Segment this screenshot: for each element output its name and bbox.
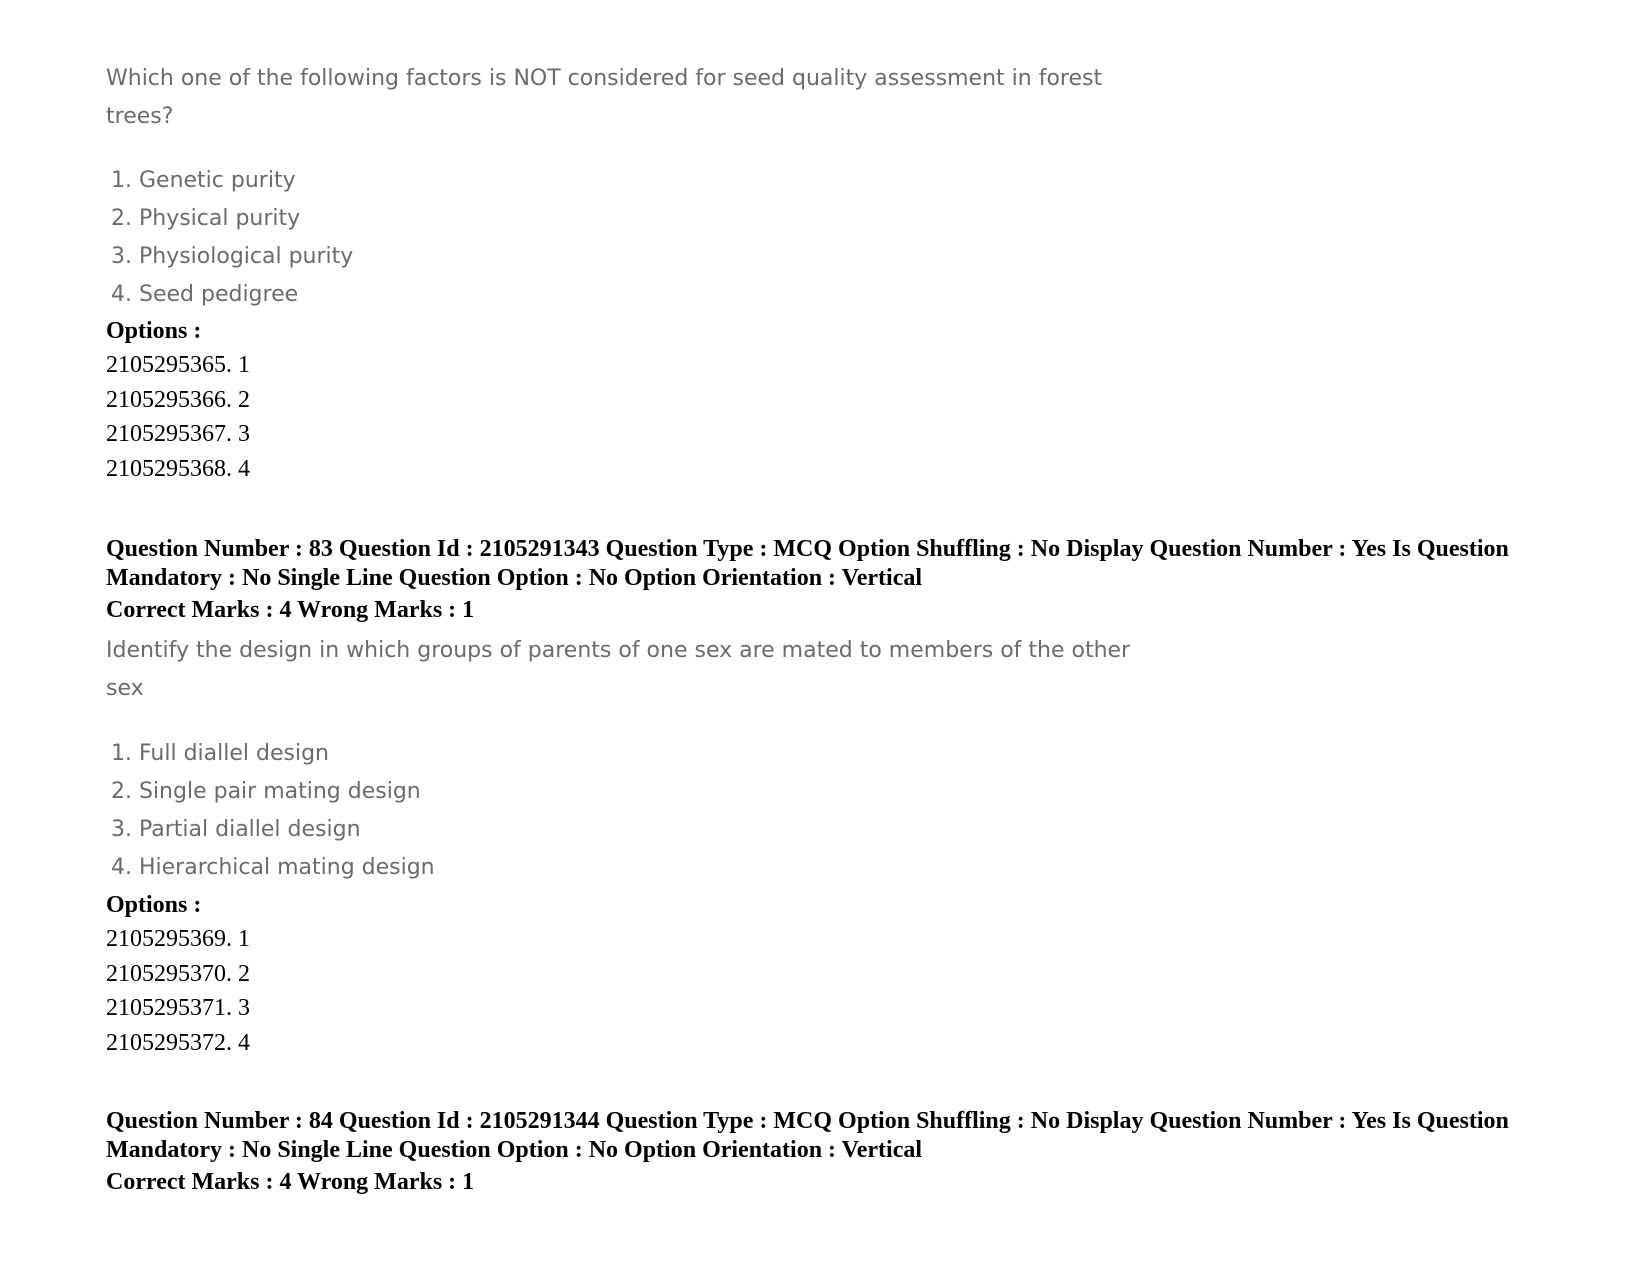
option-row: 2105295365. 1: [106, 352, 250, 378]
question-83-body: [106, 632, 1166, 708]
question-83-options: [106, 888, 250, 1060]
option-row: 2105295368. 4: [106, 455, 250, 482]
option-row: 2105295366. 2: [106, 386, 250, 413]
choice-item: 3. Partial diallel design: [111, 817, 361, 842]
question-83-header: [106, 535, 1546, 627]
choice-item: 3. Physiological purity: [111, 244, 354, 269]
option-row: 2105295369. 1: [106, 926, 250, 952]
option-row: 2105295370. 2: [106, 960, 250, 987]
choice-item: 1. Full diallel design: [111, 741, 330, 766]
question-marks: Correct Marks : 4 Wrong Marks : 1: [106, 597, 475, 623]
question-84-header: [106, 1107, 1546, 1199]
options-label: Options :: [106, 318, 202, 344]
question-meta: Question Number : 83 Question Id : 2105291343 Question Type : MCQ Option Shuffling : No Display Question Number : Yes Is Question Mandatory : No Single Line Question Option : No Option Orientation : Vertical: [106, 536, 1509, 591]
question-meta: Question Number : 84 Question Id : 2105291344 Question Type : MCQ Option Shuffling : No Display Question Number : Yes Is Question Mandatory : No Single Line Question Option : No Option Orientation : Vertical: [106, 1108, 1509, 1163]
question-83-choices: [106, 735, 435, 887]
choice-item: 4. Seed pedigree: [111, 282, 299, 307]
option-row: 2105295371. 3: [106, 995, 250, 1021]
choice-item: 2. Physical purity: [111, 206, 301, 231]
question-82-text: Which one of the following factors is NOT considered for seed quality assessment in forest trees?: [106, 66, 1103, 129]
question-82-choices: [106, 162, 353, 314]
question-82-body: [106, 60, 1166, 136]
question-82-options: [106, 314, 250, 486]
choice-item: 2. Single pair mating design: [111, 779, 421, 804]
choice-item: 4. Hierarchical mating design: [111, 855, 435, 880]
option-row: 2105295367. 3: [106, 421, 250, 447]
question-83-text: Identify the design in which groups of parents of one sex are mated to members of the other sex: [106, 638, 1131, 701]
question-marks: Correct Marks : 4 Wrong Marks : 1: [106, 1169, 475, 1195]
choice-item: 1. Genetic purity: [111, 168, 296, 193]
option-row: 2105295372. 4: [106, 1029, 250, 1056]
options-label: Options :: [106, 892, 202, 918]
